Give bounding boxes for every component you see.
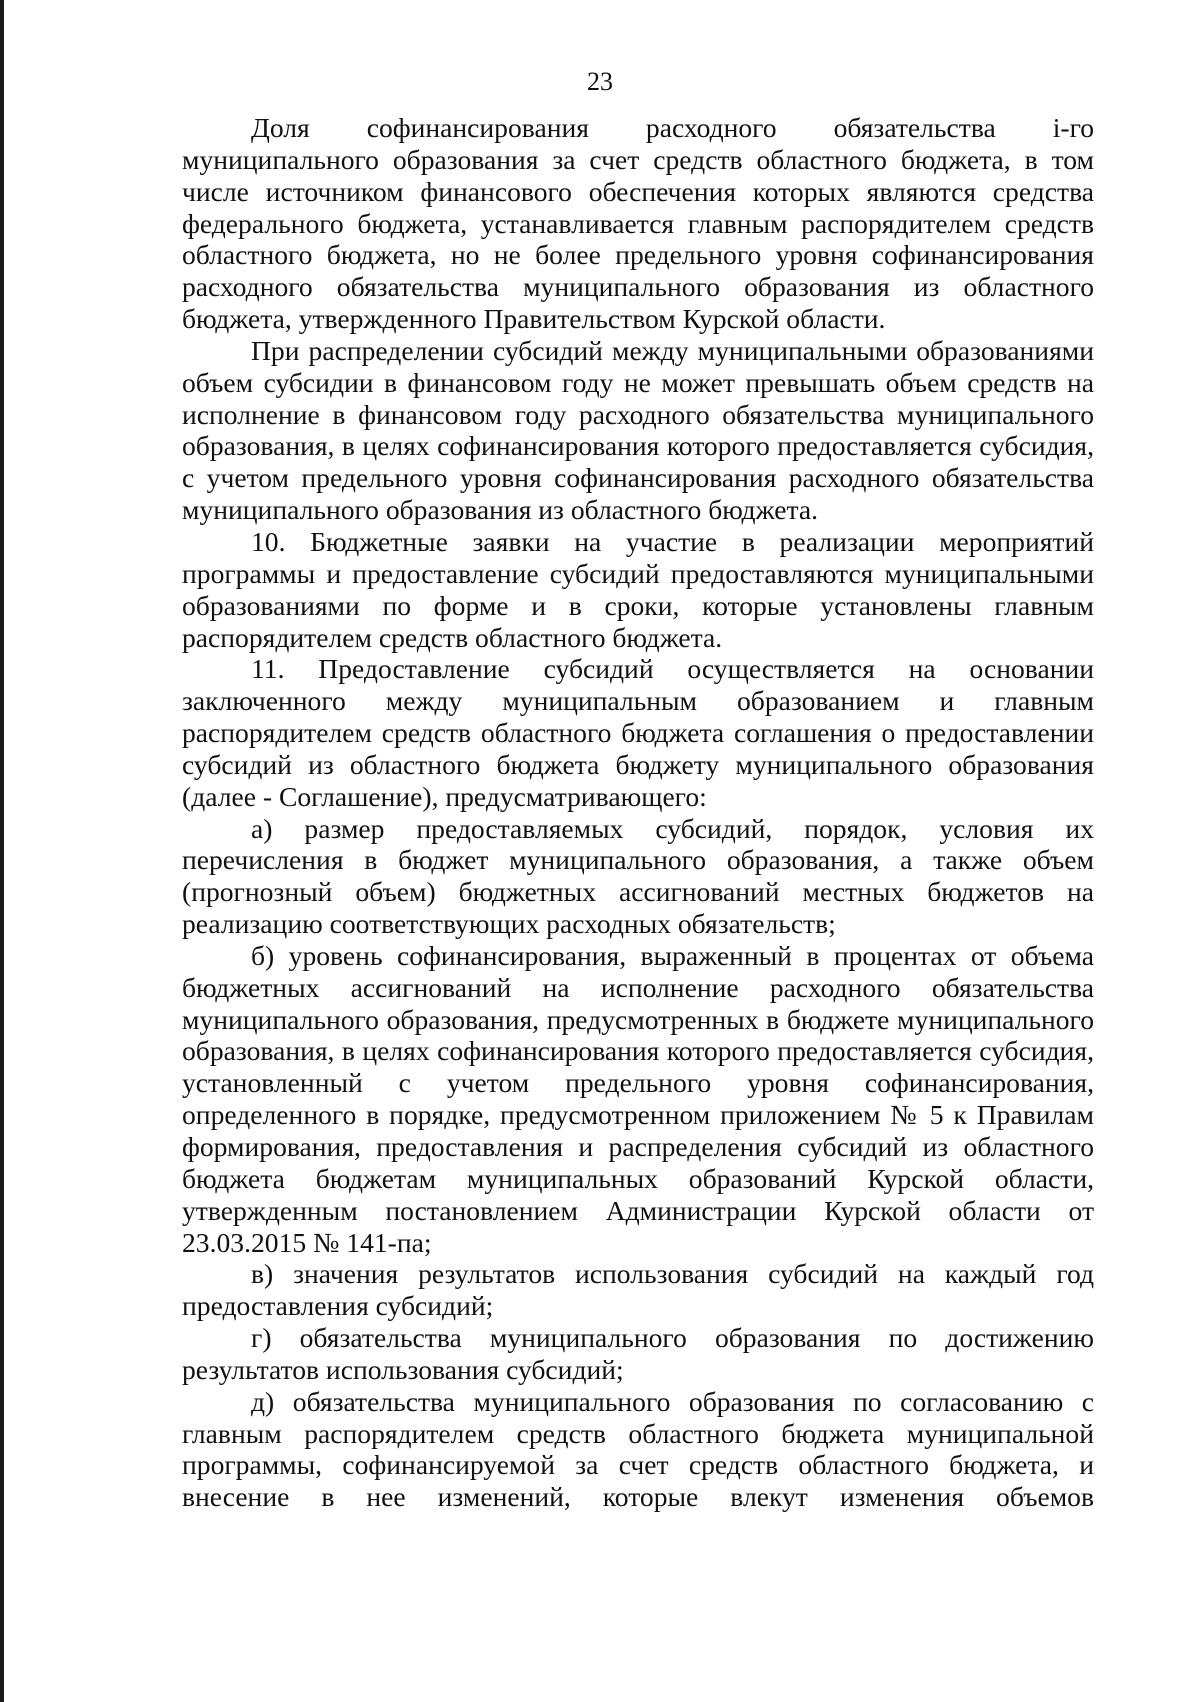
document-body	[182, 112, 1094, 1513]
paragraph-subsidy-distribution: При распределении субсидий между муниципальными образованиями объем субсидии в финансовом году не может превышать объем средств на исполнение в финансовом году расходного обязательства муниципального образования, в целях софинансирования которого предоставляется субсидия, с учетом предельного уровня софинансирования расходного обязательства муниципального образования из областного бюджета.	[182, 334, 1094, 526]
scan-edge-shadow	[0, 0, 4, 1702]
subitem-a: а) размер предоставляемых субсидий, порядок, условия их перечисления в бюджет муниципального образования, а также объем (прогнозный объем) бюджетных ассигнований местных бюджетов на реализацию соответствующих расходных обязательств;	[182, 812, 1094, 940]
paragraph-cofinancing-share: Доля софинансирования расходного обязательства i-го муниципального образования за счет средств областного бюджета, в том числе источником финансового обеспечения которых являются средства федерального бюджета, устанавливается главным распорядителем средств областного бюджета, но не более предельного уровня софинансирования расходного обязательства муниципального образования из областного бюджета, утвержденного Правительством Курской области.	[182, 112, 1094, 335]
subitem-b: б) уровень софинансирования, выраженный в процентах от объема бюджетных ассигнований на исполнение расходного обязательства муниципального образования, предусмотренных в бюджете муниципального образования, в целях софинансирования которого предоставляется субсидия, установленный с учетом предельного уровня софинансирования, определенного в порядке, предусмотренном приложением № 5 к Правилам формирования, предоставления и распределения субсидий из областного бюджета бюджетам муниципальных образований Курской области, утвержденным постановлением Администрации Курской области от 23.03.2015 № 141-па;	[182, 939, 1094, 1258]
page-number: 23	[587, 67, 613, 96]
subitem-v: в) значения результатов использования субсидий на каждый год предоставления субсидий;	[182, 1258, 1094, 1322]
paragraph-item-10: 10. Бюджетные заявки на участие в реализации мероприятий программы и предоставление субсидий предоставляются муниципальными образованиями по форме и в сроки, которые установлены главным распорядителем средств областного бюджета.	[182, 525, 1094, 653]
subitem-g: г) обязательства муниципального образования по достижению результатов использования субсидий;	[182, 1322, 1094, 1385]
subitem-d: д) обязательства муниципального образования по согласованию с главным распорядителем средств областного бюджета муниципальной программы, софинансируемой за счет средств областного бюджета, и внесение в нее изменений, которые влекут изменения объемов	[182, 1385, 1094, 1513]
paragraph-item-11: 11. Предоставление субсидий осуществляется на основании заключенного между муниципальным образованием и главным распорядителем средств областного бюджета соглашения о предоставлении субсидий из областного бюджета бюджету муниципального образования (далее - Соглашение), предусматривающего:	[182, 653, 1094, 812]
